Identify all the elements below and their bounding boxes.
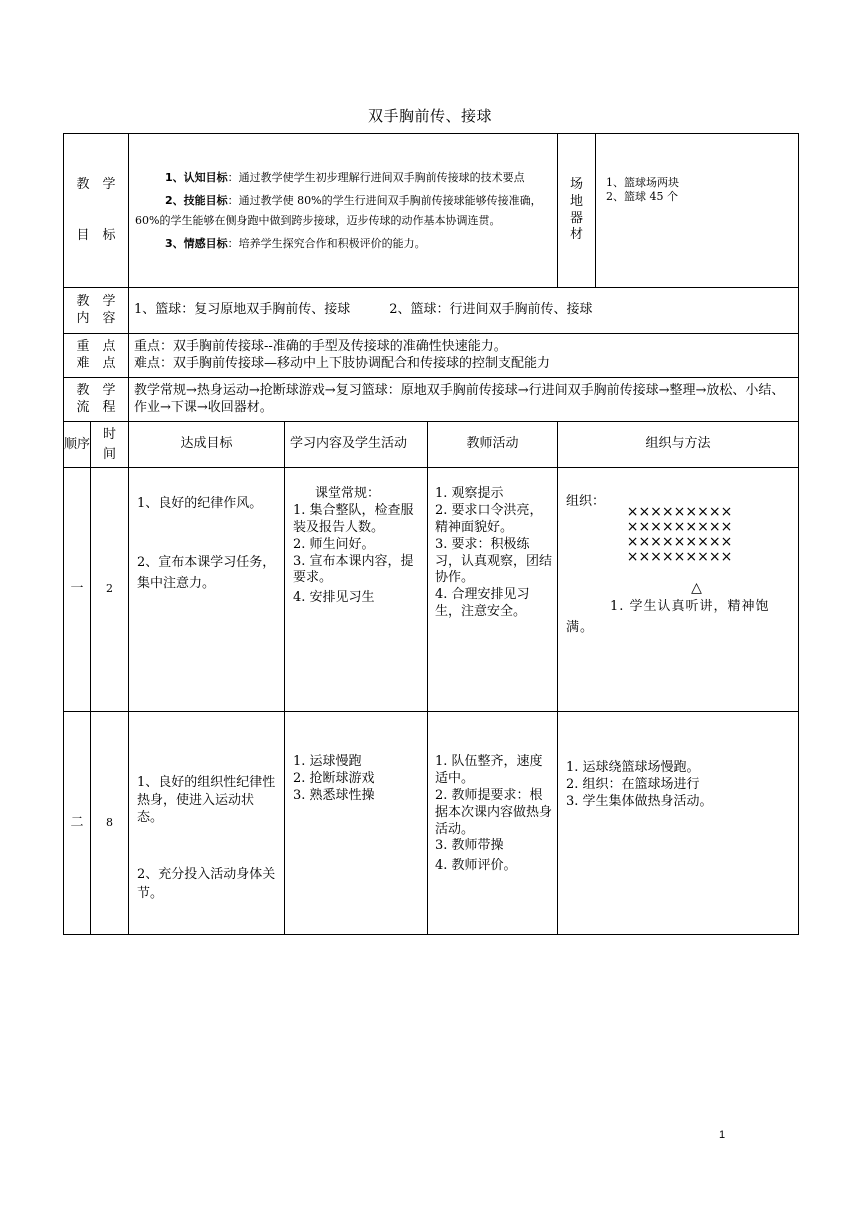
row-organization: 1. 运球绕篮球场慢跑。 2. 组织：在篮球场进行 3. 学生集体做热身活动。 (558, 712, 799, 935)
flow-text: 教学常规→热身运动→抢断球游戏→复习篮球：原地双手胸前传接球→行进间双手胸前传接球→整理→放松、小结、作业→下课→收回器材。 (129, 378, 799, 422)
row-order: 二 (64, 712, 91, 935)
row-goal: 1、良好的纪律作风。 2、宣布本课学习任务，集中注意力。 (129, 468, 285, 712)
formation-row: ××××××××× (626, 518, 733, 535)
row-learning: 1. 运球慢跑 2. 抢断球游戏 3. 熟悉球性操 (285, 712, 428, 935)
venue-items: 1、篮球场两块 2、篮球 45 个 (596, 134, 799, 288)
goals-row (64, 134, 799, 288)
teacher-triangle-icon: △ (691, 579, 702, 596)
key-point: 重点：双手胸前传接球--准确的手型及传接球的准确性快速能力。 (134, 338, 507, 354)
formation-row: ××××××××× (626, 503, 733, 520)
venue-label: 场 地 器 材 (558, 134, 596, 288)
row-time: 2 (91, 468, 129, 712)
row-learning: 课堂常规： 1. 集合整队，检查服装及报告人数。 2. 师生问好。 3. 宣布本课内容，提要求。 4. 安排见习生 (285, 468, 428, 712)
header-order: 顺序 (64, 422, 91, 468)
affect-goal: 3、情感目标：培养学生探究合作和积极评价的能力。 (165, 236, 426, 250)
skill-goal: 2、技能目标：通过教学使 80%的学生行进间双手胸前传接球能够传接准确，60%的学生能够在侧身跑中做到跨步接球，迈步传球的动作基本协调连贯。 (135, 194, 542, 227)
row-organization: 组织： ××××××××× ××××××××× ××××××××× ××××××××× △ 1. 学生认真听讲，精神饱满。 (558, 468, 799, 712)
flow-row (64, 378, 799, 422)
page-title: 双手胸前传、接球 (367, 107, 492, 125)
table-row (64, 468, 799, 712)
row-teacher: 1. 观察提示 2. 要求口令洪亮，精神面貌好。 3. 要求：积极练习，认真观察，团结协作。 4. 合理安排见习生，注意安全。 (428, 468, 558, 712)
flow-label: 教 学 流 程 (64, 378, 129, 422)
table-row (64, 712, 799, 935)
lesson-plan-table (63, 133, 799, 935)
goals-cell (129, 134, 558, 288)
formation-row: ××××××××× (626, 533, 733, 550)
key-points-label: 重 点 难 点 (64, 334, 129, 378)
content-text: 1、篮球：复习原地双手胸前传、接球 2、篮球：行进间双手胸前传、接球 (129, 288, 799, 334)
row-time: 8 (91, 712, 129, 935)
goals-label: 教 学 目 标 (64, 134, 129, 288)
header-teacher: 教师活动 (428, 422, 558, 468)
table-header-row (64, 422, 799, 468)
difficult-point: 难点：双手胸前传接球—移动中上下肢协调配合和传接球的控制支配能力 (134, 355, 551, 371)
header-time: 时间 (91, 422, 129, 468)
header-organization: 组织与方法 (558, 422, 799, 468)
formation-row: ××××××××× (626, 548, 733, 565)
row-teacher: 1. 队伍整齐，速度适中。 2. 教师提要求：根据本次课内容做热身活动。 3. 教师带操 4. 教师评价。 (428, 712, 558, 935)
row-goal: 1、良好的组织性纪律性热身，使进入运动状态。 2、充分投入活动身体关节。 (129, 712, 285, 935)
header-learning: 学习内容及学生活动 (285, 422, 428, 468)
formation-diagram (566, 505, 793, 597)
key-points-row (64, 334, 799, 378)
header-goal: 达成目标 (129, 422, 285, 468)
page-number: 1 (719, 1129, 726, 1141)
content-row (64, 288, 799, 334)
cognitive-goal: 1、认知目标：通过教学使学生初步理解行进间双手胸前传接球的技术要点 (165, 171, 525, 184)
content-label: 教 学 内 容 (64, 288, 129, 334)
key-points-cell (129, 334, 799, 378)
row-order: 一 (64, 468, 91, 712)
